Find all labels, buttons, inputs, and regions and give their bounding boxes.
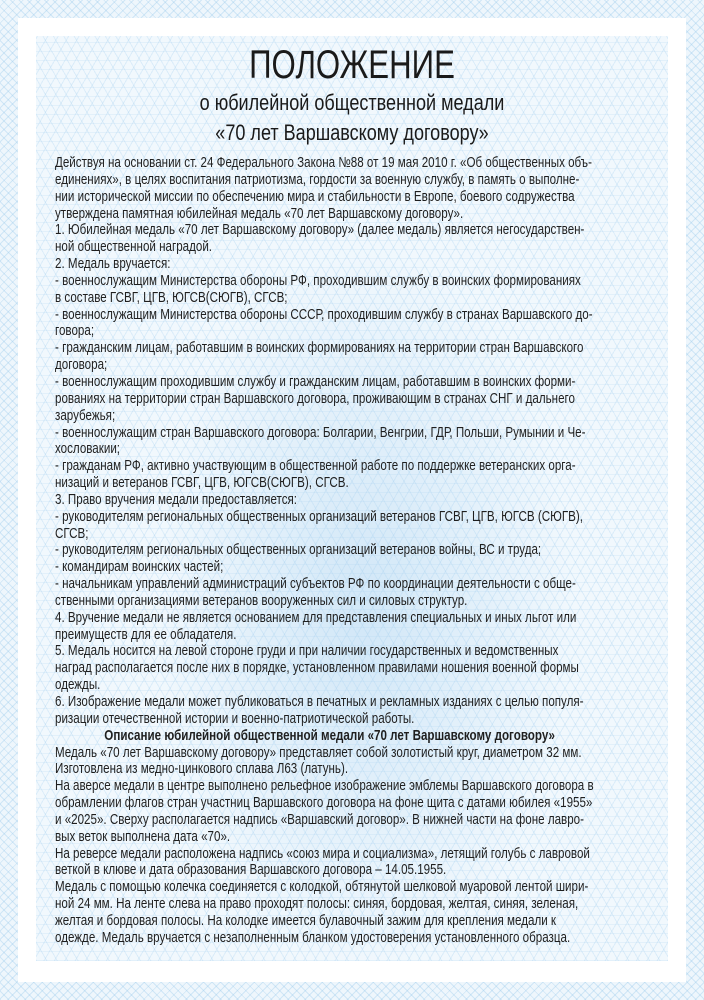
paragraph-line: - руководителям региональных общественных организаций ветеранов ГСВГ, ЦГВ, ЮГСВ (СЮГВ), (55, 508, 583, 525)
paragraph-line: - руководителям региональных общественных организаций ветеранов войны, ВС и труда; (55, 542, 542, 559)
paragraph-line: - начальникам управлений администраций субъектов РФ по координации деятельности с обще- (55, 576, 576, 593)
paragraph-line: утверждена памятная юбилейная медаль «70 лет Варшавскому договору». (55, 205, 464, 222)
paragraph-line: одежды. (55, 677, 101, 694)
description-line: Изготовлена из медно-цинкового сплава Л63 (латунь). (55, 761, 349, 778)
paragraph-line: говора; (55, 323, 95, 340)
paragraph-line: - военнослужащим Министерства обороны РФ, проходившим службу в воинских формированиях (55, 272, 581, 289)
description-heading: Описание юбилейной общественной медали «70 лет Варшавскому договору» (104, 727, 556, 744)
description-line: и «2025». Сверху располагается надпись «Варшавский договор». В нижней части на фоне лавро- (55, 811, 584, 828)
paragraph-line: - военнослужащим Министерства обороны СССР, проходившим службу в странах Варшавского до- (55, 306, 593, 323)
description-line: желтая и бордовая полосы. На колодке имеется булавочный зажим для крепления медали к (55, 912, 557, 929)
description-line: Медаль с помощью колечка соединяется с колодкой, обтянутой шелковой муаровой лентой шири- (55, 879, 589, 896)
document-subtitle-line-2: «70 лет Варшавскому договору» (215, 120, 489, 145)
paragraph-line: договора; (55, 357, 108, 374)
paragraph-line: зарубежья; (55, 407, 116, 424)
paragraph-line: - командирам воинских частей; (55, 559, 224, 576)
paragraph-line: 4. Вручение медали не является основанием для представления специальных и иных льгот или (55, 609, 577, 626)
paragraph-line: ризации отечественной истории и военно-патриотической работы. (55, 710, 415, 727)
description-line: На реверсе медали расположена надпись «союз мира и социализма», летящий голубь с лавровой (55, 845, 590, 862)
paragraph-line: 2. Медаль вручается: (55, 256, 171, 273)
paragraph-line: - гражданам РФ, активно участвующим в общественной работе по поддержке ветеранских орга- (55, 458, 576, 475)
paragraph-line: низаций и ветеранов ГСВГ, ЦГВ, ЮГСВ(СЮГВ), СГСВ. (55, 475, 349, 492)
paragraph-line: 3. Право вручения медали предоставляется: (55, 491, 298, 508)
paragraph-line: 6. Изображение медали может публиковаться в печатных и рекламных изданиях с целью популя- (55, 694, 584, 710)
description-line: вых веток выполнена дата «70». (55, 828, 231, 845)
paragraph-line: - военнослужащим проходившим службу и гражданским лицам, работавшим в воинских форми- (55, 373, 576, 390)
description-line: одежде. Медаль вручается с незаполненным бланком удостоверения установленного образца. (55, 929, 571, 946)
document-title: ПОЛОЖЕНИЕ (249, 43, 455, 87)
paragraph-line: - военнослужащим стран Варшавского договора: Болгарии, Венгрии, ГДР, Польши, Румынии и Че- (55, 424, 586, 441)
document-body (55, 155, 704, 947)
paragraph-line: ной общественной наградой. (55, 239, 213, 256)
paragraph-line: - гражданским лицам, работавшим в воинских формированиях на территории стран Варшавского (55, 340, 584, 357)
description-line: На аверсе медали в центре выполнено рельефное изображение эмблемы Варшавского договора в (55, 778, 594, 795)
paragraph-line: ственными организациями ветеранов вооруженных сил и силовых структур. (55, 592, 468, 609)
paragraph-line: 1. Юбилейная медаль «70 лет Варшавскому договору» (далее медаль) является негосударствен- (55, 222, 585, 239)
paragraph-line: единениях», в целях воспитания патриотизма, гордости за военную службу, в память о выполне- (55, 171, 580, 188)
paragraph-line: СГСВ; (55, 525, 89, 542)
paragraph-line: нии исторической миссии по обеспечению мира и стабильности в Европе, боевого содружества (55, 188, 575, 205)
description-line: ной 24 мм. На ленте слева на право проходят полосы: синяя, бордовая, желтая, синяя, зеленая, (55, 896, 579, 913)
paragraph-line: преимуществ для ее обладателя. (55, 626, 237, 643)
document-subtitle-line-1: о юбилейной общественной медали (199, 90, 505, 115)
paragraph-line: в составе ГСВГ, ЦГВ, ЮГСВ(СЮГВ), СГСВ; (55, 289, 288, 306)
paragraph-line: Действуя на основании ст. 24 Федерального Закона №88 от 19 мая 2010 г. «Об общественных объ- (55, 155, 592, 171)
description-line: веткой в клюве и дата образования Варшавского договора – 14.05.1955. (55, 862, 447, 879)
description-line: Медаль «70 лет Варшавскому договору» представляет собой золотистый круг, диаметром 32 мм. (55, 744, 582, 761)
paragraph-line: 5. Медаль носится на левой стороне груди и при наличии государственных и ведомственных (55, 643, 559, 660)
paragraph-line: хословакии; (55, 441, 121, 458)
paragraph-line: наград располагается после них в порядке, установленном правилами ношения военной формы (55, 660, 579, 677)
description-line: обрамлении флагов стран участниц Варшавского договора на фоне щита с датами юбилея «1955» (55, 795, 593, 812)
paragraph-line: рованиях на территории стран Варшавского договора, проживающим в странах СНГ и дальнего (55, 390, 575, 407)
